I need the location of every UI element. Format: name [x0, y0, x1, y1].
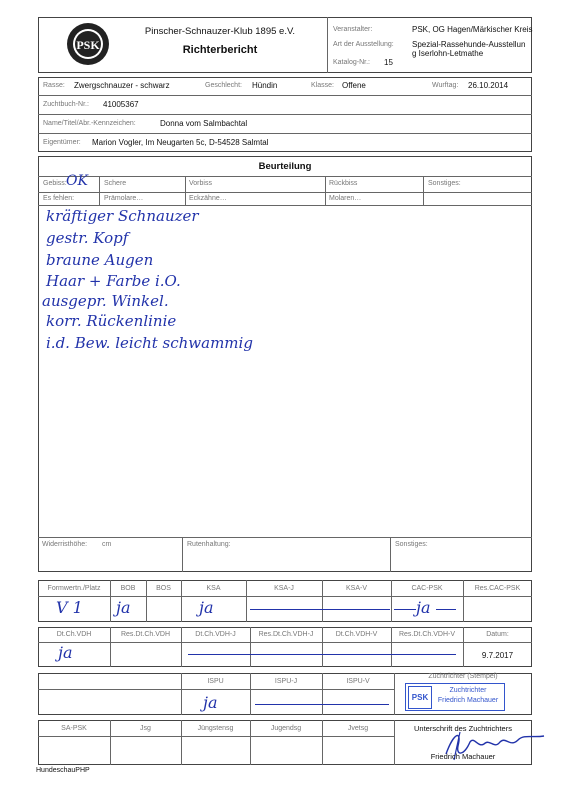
breed-value: Zwergschnauzer - schwarz	[74, 81, 170, 90]
show-type-label: Art der Ausstellung:	[333, 41, 394, 48]
col-jsg: Jsg	[140, 725, 151, 732]
value-formwert: V 1	[56, 598, 83, 617]
studbook-value: 41005367	[103, 100, 139, 109]
withers-label: Widerristhöhe:	[42, 541, 88, 548]
stamp-line2: Friedrich Machauer	[437, 697, 499, 704]
class-value: Offene	[342, 81, 366, 90]
col-jugendsg: Jugendsg	[270, 725, 302, 732]
col-formwert: Formwertn./Platz	[47, 585, 101, 592]
strike-line	[394, 609, 416, 610]
show-type-value-2: g Iserlohn-Letmathe	[412, 49, 484, 58]
col-dtch: Dt.Ch.VDH	[56, 631, 92, 638]
handwritten-line: korr. Rückenlinie	[46, 312, 177, 330]
col-cac: CAC-PSK	[411, 585, 443, 592]
col-dtch-v: Dt.Ch.VDH-V	[335, 631, 378, 638]
col-ksa-v: KSA-V	[345, 585, 367, 592]
show-type-value-1: Spezial-Rassehunde-Ausstellun	[412, 40, 526, 49]
eckzaehne-label: Eckzähne…	[189, 195, 227, 202]
name-value: Donna vom Salmbachtal	[160, 119, 248, 128]
col-juengstensg: Jüngstensg	[197, 725, 234, 732]
schere-label: Schere	[104, 180, 127, 187]
col-jvetsg: Jvetsg	[347, 725, 369, 732]
col-res-dtch: Res.Dt.Ch.VDH	[120, 631, 170, 638]
signature-label: Unterschrift des Zuchtrichters	[414, 724, 512, 733]
col-ispu: ISPU	[207, 678, 224, 685]
name-label: Name/Titel/Abr.-Kennzeichen:	[43, 120, 136, 127]
owner-value: Marion Vogler, Im Neugarten 5c, D-54528 Salmtal	[92, 138, 269, 147]
stamp-logo: PSK	[408, 686, 432, 709]
value-ispu: ja	[203, 693, 218, 712]
handwritten-line: i.d. Bew. leicht schwammig	[46, 334, 253, 352]
class-label: Klasse:	[311, 82, 334, 89]
judge-name: Friedrich Machauer	[430, 752, 496, 761]
col-ispu-j: ISPU-J	[274, 678, 298, 685]
es-fehlen-label: Es fehlen:	[43, 195, 75, 202]
strike-line	[188, 654, 456, 655]
col-res-dtch-v: Res.Dt.Ch.VDH-V	[398, 631, 455, 638]
stamp-label: Zuchtrichter (Stempel)	[428, 673, 498, 680]
praemolare-label: Prämolare…	[104, 195, 144, 202]
rueckbiss-label: Rückbiss	[329, 180, 358, 187]
strike-line	[436, 609, 456, 610]
value-bob: ja	[116, 598, 131, 617]
value-cac: ja	[416, 598, 431, 617]
dob-label: Wurftag:	[432, 82, 459, 89]
value-datum: 9.7.2017	[481, 651, 514, 660]
organizer-label: Veranstalter:	[333, 26, 373, 33]
sex-label: Geschlecht:	[205, 82, 242, 89]
gebiss-handwritten: OK	[66, 173, 88, 189]
handwritten-line: ausgepr. Winkel.	[42, 292, 169, 310]
withers-unit: cm	[102, 541, 112, 548]
svg-text:PSK: PSK	[76, 38, 100, 52]
handwritten-line: gestr. Kopf	[46, 229, 129, 247]
organizer-value: PSK, OG Hagen/Märkischer Kreis	[412, 25, 533, 34]
col-bos: BOS	[156, 585, 171, 592]
sonstiges-label: Sonstiges:	[428, 180, 461, 187]
strike-line	[250, 609, 390, 610]
strike-line	[255, 704, 389, 705]
col-res-dtch-j: Res.Dt.Ch.VDH-J	[258, 631, 314, 638]
col-dtch-j: Dt.Ch.VDH-J	[195, 631, 236, 638]
col-res-cac: Res.CAC-PSK	[474, 585, 521, 592]
tail-label: Rutenhaltung:	[187, 541, 231, 548]
col-sa-psk: SA-PSK	[61, 725, 87, 732]
dob-value: 26.10.2014	[468, 81, 509, 90]
club-name: Pinscher-Schnauzer-Klub 1895 e.V.	[144, 26, 296, 37]
stamp-line1: Zuchtrichter	[449, 687, 487, 694]
col-datum: Datum:	[486, 631, 509, 638]
vorbiss-label: Vorbiss	[189, 180, 212, 187]
studbook-label: Zuchtbuch-Nr.:	[43, 101, 89, 108]
handwritten-line: Haar + Farbe i.O.	[46, 272, 181, 290]
breed-label: Rasse:	[43, 82, 65, 89]
software-footer: HundeschauPHP	[36, 767, 90, 774]
col-ispu-v: ISPU-V	[346, 678, 370, 685]
club-logo	[66, 22, 110, 66]
sonstiges2-label: Sonstiges:	[395, 541, 428, 548]
gebiss-label: Gebiss:	[43, 180, 67, 187]
owner-label: Eigentümer:	[43, 139, 81, 146]
catalog-label: Katalog-Nr.:	[333, 59, 370, 66]
value-ksa: ja	[199, 598, 214, 617]
sex-value: Hündin	[252, 81, 278, 90]
assessment-title: Beurteilung	[258, 161, 312, 172]
value-dtch: ja	[58, 643, 73, 662]
col-ksa-j: KSA-J	[274, 585, 294, 592]
molaren-label: Molaren…	[329, 195, 362, 202]
col-ksa: KSA	[206, 585, 221, 592]
catalog-value: 15	[384, 58, 393, 67]
report-title: Richterbericht	[182, 44, 258, 56]
judge-stamp	[405, 683, 505, 711]
handwritten-line: braune Augen	[46, 251, 154, 269]
handwritten-line: kräftiger Schnauzer	[46, 207, 199, 225]
col-bob: BOB	[120, 585, 136, 592]
